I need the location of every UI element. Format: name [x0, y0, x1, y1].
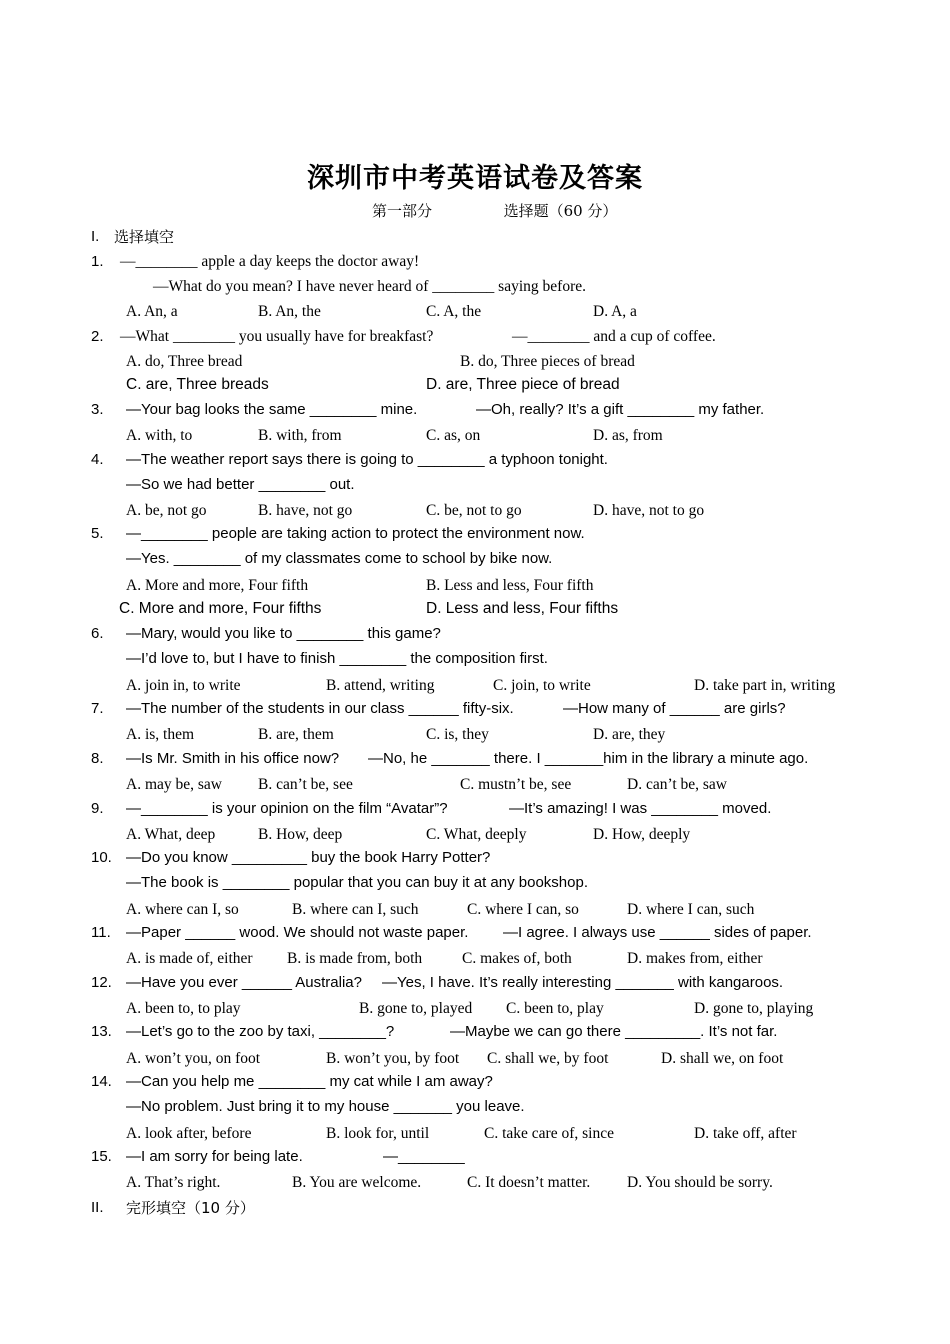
question-line: —How many of ______ are girls? — [563, 700, 786, 717]
option-d: D. How, deeply — [593, 826, 691, 843]
option-b: B. do, Three pieces of bread — [460, 353, 635, 370]
option-d: D. where I can, such — [627, 901, 755, 918]
question-line: —Is Mr. Smith in his office now? — [126, 750, 340, 767]
option-b: B. with, from — [258, 427, 342, 444]
question-number: 12. — [91, 974, 112, 991]
question-line: —No problem. Just bring it to my house _______ you leave. — [126, 1098, 525, 1115]
subtitle-part: 第一部分 — [372, 202, 433, 220]
question-line: —Your bag looks the same ________ mine. — [126, 401, 418, 418]
question-line: —________ is your opinion on the film “Avatar”? — [126, 800, 448, 817]
option-a: A. is made of, either — [126, 950, 253, 967]
option-c: C. take care of, since — [484, 1125, 614, 1142]
question-number: 5. — [91, 525, 104, 542]
section-heading: 完形填空（10 分） — [126, 1199, 255, 1217]
option-d: D. are, Three piece of bread — [426, 376, 620, 393]
question-line: —Yes, I have. It’s really interesting _______ with kangaroos. — [382, 974, 784, 991]
question-line: —The weather report says there is going to ________ a typhoon tonight. — [126, 451, 608, 468]
question-line: —Oh, really? It’s a gift ________ my father. — [476, 401, 765, 418]
option-b: B. are, them — [258, 726, 334, 743]
option-a: A. An, a — [126, 303, 178, 320]
question-line: —I am sorry for being late. — [126, 1148, 303, 1165]
option-d: D. makes from, either — [627, 950, 763, 967]
option-c: C. More and more, Four fifths — [119, 600, 322, 617]
option-d: D. Less and less, Four fifths — [426, 600, 619, 617]
question-number: 14. — [91, 1073, 112, 1090]
question-line: —Let’s go to the zoo by taxi, ________? — [126, 1023, 395, 1040]
option-d: D. have, not to go — [593, 502, 705, 519]
question-line: —Do you know _________ buy the book Harry Potter? — [126, 849, 491, 866]
question-number: 3. — [91, 401, 104, 418]
option-b: B. gone to, played — [359, 1000, 473, 1017]
option-d: D. take off, after — [694, 1125, 797, 1142]
option-c: C. shall we, by foot — [487, 1050, 609, 1067]
question-number: 8. — [91, 750, 104, 767]
question-line: —So we had better ________ out. — [126, 476, 355, 493]
question-number: 4. — [91, 451, 104, 468]
question-line: —Have you ever ______ Australia? — [126, 974, 362, 991]
page-title: 深圳市中考英语试卷及答案 — [307, 163, 643, 194]
option-c: C. It doesn’t matter. — [467, 1174, 591, 1191]
option-a: A. More and more, Four fifth — [126, 577, 309, 594]
question-number: 2. — [91, 328, 104, 345]
option-d: D. are, they — [593, 726, 666, 743]
question-line: —The number of the students in our class ______ fifty-six. — [126, 700, 514, 717]
option-c: C. A, the — [426, 303, 482, 320]
page-subtitle — [372, 200, 617, 221]
option-b: B. can’t be, see — [258, 776, 353, 793]
option-a: A. won’t you, on foot — [126, 1050, 261, 1067]
option-b: B. An, the — [258, 303, 321, 320]
question-line: —Paper ______ wood. We should not waste paper. — [126, 924, 469, 941]
option-a: A. What, deep — [126, 826, 216, 843]
subtitle-section: 选择题（60 分） — [503, 202, 618, 220]
option-a: A. look after, before — [126, 1125, 252, 1142]
option-b: B. attend, writing — [326, 677, 435, 694]
option-b: B. Less and less, Four fifth — [426, 577, 594, 594]
section-heading: 选择填空 — [114, 228, 175, 246]
question-line: —The book is ________ popular that you can buy it at any bookshop. — [126, 874, 588, 891]
option-c: C. where I can, so — [467, 901, 579, 918]
question-line: —I agree. I always use ______ sides of paper. — [503, 924, 812, 941]
option-c: C. as, on — [426, 427, 481, 444]
option-d: D. shall we, on foot — [661, 1050, 784, 1067]
option-a: A. where can I, so — [126, 901, 239, 918]
option-b: B. where can I, such — [292, 901, 419, 918]
question-line: —What do you mean? I have never heard of ________ saying before. — [153, 278, 586, 295]
question-number: 10. — [91, 849, 112, 866]
option-a: A. is, them — [126, 726, 195, 743]
question-line: —________ — [383, 1148, 465, 1165]
option-c: C. are, Three breads — [126, 376, 269, 393]
option-a: A. join in, to write — [126, 677, 241, 694]
question-line: —I’d love to, but I have to finish ________ the composition first. — [126, 650, 548, 667]
option-b: B. have, not go — [258, 502, 353, 519]
option-a: A. with, to — [126, 427, 193, 444]
option-d: D. as, from — [593, 427, 663, 444]
question-number: 13. — [91, 1023, 112, 1040]
section-number: II. — [91, 1199, 104, 1216]
question-line: —Yes. ________ of my classmates come to school by bike now. — [126, 550, 553, 567]
question-line: —________ people are taking action to protect the environment now. — [126, 525, 585, 542]
question-line: —________ apple a day keeps the doctor away! — [120, 253, 420, 270]
option-c: C. join, to write — [493, 677, 591, 694]
option-c: C. is, they — [426, 726, 489, 743]
question-line: —No, he _______ there. I _______him in the library a minute ago. — [368, 750, 809, 767]
option-c: C. makes of, both — [462, 950, 572, 967]
option-b: B. look for, until — [326, 1125, 430, 1142]
option-c: C. mustn’t be, see — [460, 776, 572, 793]
option-c: C. What, deeply — [426, 826, 527, 843]
option-a: A. be, not go — [126, 502, 207, 519]
question-number: 7. — [91, 700, 104, 717]
question-line: —Maybe we can go there _________. It’s not far. — [450, 1023, 778, 1040]
section-number: I. — [91, 228, 100, 245]
question-line: —Mary, would you like to ________ this game? — [126, 625, 441, 642]
option-d: D. take part in, writing — [694, 677, 836, 694]
question-number: 11. — [91, 924, 111, 941]
question-number: 9. — [91, 800, 104, 817]
option-a: A. may be, saw — [126, 776, 222, 793]
question-line: —Can you help me ________ my cat while I am away? — [126, 1073, 493, 1090]
question-line: —What ________ you usually have for breakfast? — [120, 328, 434, 345]
question-line: —________ and a cup of coffee. — [512, 328, 716, 345]
question-number: 1. — [91, 253, 104, 270]
option-b: B. You are welcome. — [292, 1174, 422, 1191]
option-d: D. You should be sorry. — [627, 1174, 773, 1191]
option-a: A. been to, to play — [126, 1000, 241, 1017]
option-a: A. That’s right. — [126, 1174, 221, 1191]
option-c: C. be, not to go — [426, 502, 522, 519]
option-c: C. been to, play — [506, 1000, 604, 1017]
option-b: B. won’t you, by foot — [326, 1050, 460, 1067]
option-d: D. A, a — [593, 303, 637, 320]
option-b: B. is made from, both — [287, 950, 423, 967]
option-b: B. How, deep — [258, 826, 343, 843]
option-d: D. can’t be, saw — [627, 776, 728, 793]
option-d: D. gone to, playing — [694, 1000, 814, 1017]
option-a: A. do, Three bread — [126, 353, 243, 370]
question-number: 6. — [91, 625, 104, 642]
question-line: —It’s amazing! I was ________ moved. — [509, 800, 772, 817]
question-number: 15. — [91, 1148, 112, 1165]
